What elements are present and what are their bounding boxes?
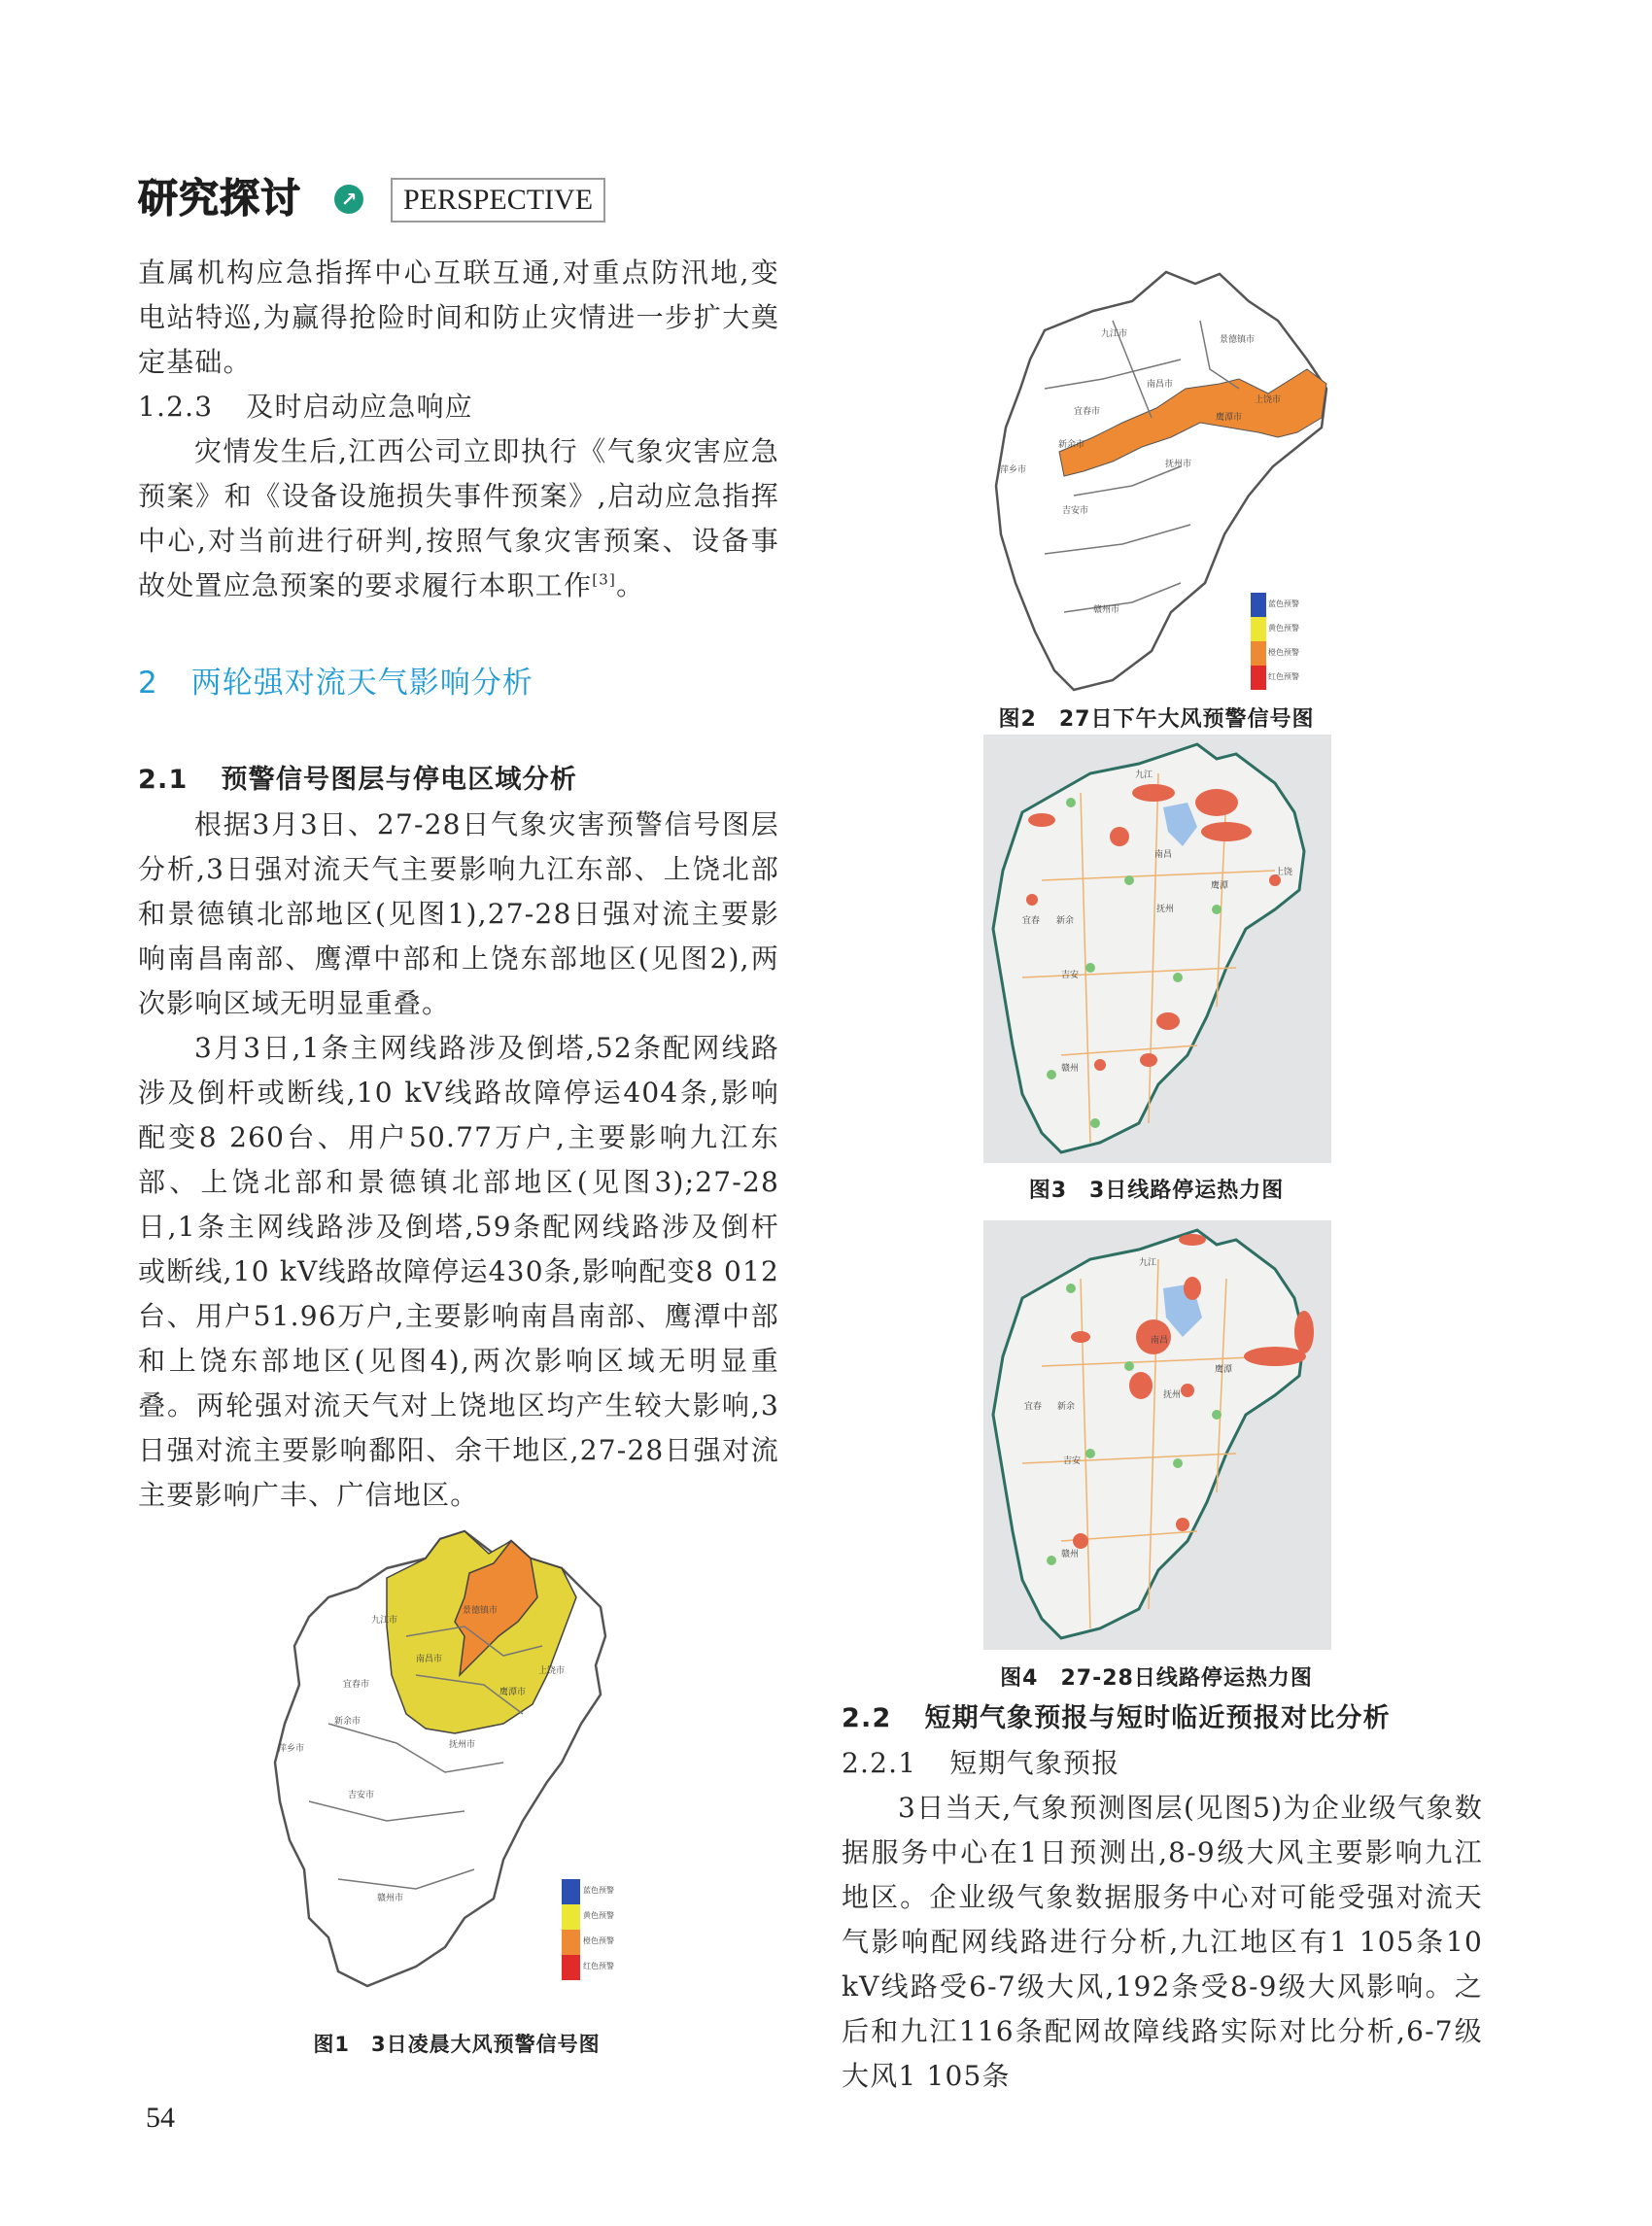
heat-spot-green: [1173, 1458, 1183, 1468]
heat-spot-green: [1085, 963, 1095, 973]
city-label: 萍乡市: [278, 1744, 305, 1754]
city-label: 景德镇市: [463, 1606, 499, 1616]
heat-spot-green: [1124, 1361, 1134, 1371]
right-column: [842, 1696, 1483, 2099]
figure-4-heatmap: [983, 1220, 1331, 1650]
heat-spot: [1140, 1053, 1157, 1067]
subheading-text: 及时启动应急响应: [246, 391, 473, 423]
heading-2-2: [842, 1696, 1483, 1741]
figure-1-map: [270, 1529, 645, 2009]
city-label: 鹰潭: [1215, 1365, 1233, 1375]
figure-2-caption: 图2 27日下午大风预警信号图: [998, 707, 1315, 732]
figure-4-svg: [983, 1220, 1331, 1650]
city-label: 抚州市: [1165, 460, 1192, 469]
heat-spot: [1094, 1059, 1106, 1071]
city-label: 九江市: [371, 1616, 398, 1626]
heat-spot: [1294, 1311, 1314, 1353]
city-label: 鹰潭: [1211, 881, 1229, 891]
city-label: 宜春市: [343, 1680, 370, 1690]
city-label: 抚州市: [449, 1740, 476, 1750]
legend-label-yellow: 黄色预警: [583, 1911, 614, 1920]
legend-swatch-orange: [1251, 641, 1266, 666]
city-label: 鹰潭市: [1216, 413, 1243, 423]
heat-spot: [1184, 1277, 1201, 1300]
heat-spot-green: [1066, 798, 1076, 807]
city-label: 九江: [1135, 771, 1153, 780]
heading-text: 短期气象预报与短时临近预报对比分析: [924, 1703, 1391, 1733]
city-label: 新余: [1056, 916, 1075, 926]
legend-label-red: 红色预警: [1268, 672, 1299, 681]
city-label: 吉安市: [1062, 506, 1089, 516]
legend-swatch-red: [1251, 666, 1266, 690]
figure-3-heatmap: [983, 735, 1331, 1163]
city-label: 赣州市: [377, 1894, 404, 1903]
city-label: 新余市: [334, 1717, 361, 1727]
city-label: 新余市: [1058, 440, 1085, 450]
heat-spot: [1195, 789, 1238, 816]
subheading-text: 短期气象预报: [949, 1747, 1120, 1779]
heat-spot: [1179, 1234, 1206, 1246]
city-label: 赣州市: [1093, 605, 1120, 615]
heat-spot: [1201, 822, 1252, 841]
heat-spot: [1071, 1331, 1090, 1343]
section-title: 研究探讨: [138, 175, 301, 222]
city-label: 南昌: [1154, 850, 1173, 860]
paragraph-1-2-3: [138, 429, 779, 608]
city-label: 吉安: [1061, 971, 1080, 980]
paragraph-continued: 直属机构应急指挥中心互联互通,对重点防汛地,变电站特巡,为赢得抢险时间和防止灾情进一步扩大奠定基础。: [138, 257, 779, 378]
city-label: 景德镇市: [1220, 335, 1256, 345]
heat-spot-green: [1212, 905, 1222, 914]
left-column-section-2-1: [138, 758, 779, 1518]
heading-number: 2.2: [842, 1703, 892, 1733]
province-outline: [993, 744, 1304, 1152]
heat-spot: [1026, 894, 1038, 906]
city-label: 鹰潭市: [499, 1688, 527, 1697]
heat-spot-green: [1047, 1070, 1056, 1079]
legend-swatch-blue: [562, 1879, 580, 1904]
city-label: 南昌: [1151, 1336, 1169, 1346]
figure-3-caption: 图3 3日线路停运热力图: [1028, 1179, 1285, 1203]
perspective-badge: PERSPECTIVE: [391, 178, 605, 223]
heat-spot: [1132, 784, 1175, 802]
subheading-1-2-3: [138, 385, 779, 429]
heading-2: [138, 661, 533, 705]
heading-number: 2: [138, 666, 158, 701]
heat-spot: [1110, 827, 1129, 846]
legend: [1251, 593, 1266, 690]
heat-spot-green: [1212, 1410, 1222, 1420]
left-column: [138, 251, 779, 608]
heading-text: 两轮强对流天气影响分析: [190, 666, 533, 701]
heat-spot: [1156, 1012, 1180, 1030]
legend-swatch-blue: [1251, 593, 1266, 617]
heat-spot-green: [1047, 1556, 1056, 1565]
paragraph-end: 。: [616, 569, 645, 601]
heat-spot: [1129, 1372, 1153, 1399]
legend-label-orange: 橙色预警: [583, 1936, 614, 1945]
city-label: 宜春市: [1074, 407, 1101, 417]
city-label: 上饶: [1275, 868, 1293, 877]
figure-2-map: [986, 262, 1336, 695]
heat-spot-green: [1124, 875, 1134, 885]
city-label: 赣州: [1061, 1550, 1080, 1559]
legend-label-blue: 蓝色预警: [1268, 599, 1299, 608]
subheading-number: 1.2.3: [138, 391, 214, 423]
paragraph-2-1-a: 根据3月3日、27-28日气象灾害预警信号图层分析,3日强对流天气主要影响九江东部、上饶北部和景德镇北部地区(见图1),27-28日强对流主要影响南昌南部、鹰潭中部和上饶东部地区(见图2),两次影响区域无明显重叠。: [138, 808, 779, 1019]
city-label: 抚州: [1156, 905, 1175, 914]
paragraph-2-2-1: 3日当天,气象预测图层(见图5)为企业级气象数据服务中心在1日预测出,8-9级大风主要影响九江地区。企业级气象数据服务中心对可能受强对流天气影响配网线路进行分析,九江地区有1 105条10 kV线路受6-7级大风,192条受8-9级大风影响。之后和九江116条配网故障线路实际对比分析,6-7级大风1 105条: [842, 1792, 1483, 2092]
heat-spot-green: [1090, 1118, 1100, 1128]
city-label: 赣州: [1061, 1064, 1080, 1074]
subheading-2-2-1: [842, 1741, 1483, 1786]
figure-3-svg: [983, 735, 1331, 1163]
arrow-circle-icon: ↗: [334, 185, 363, 214]
city-label: 吉安: [1063, 1456, 1082, 1466]
legend-label-orange: 橙色预警: [1268, 648, 1299, 657]
city-label: 宜春: [1024, 1402, 1043, 1412]
legend-swatch-yellow: [562, 1904, 580, 1930]
page-number: 54: [146, 2102, 175, 2134]
city-label: 九江: [1139, 1258, 1157, 1268]
heading-text: 预警信号图层与停电区域分析: [221, 765, 578, 795]
heat-spot: [1181, 1384, 1194, 1397]
city-label: 南昌市: [1147, 380, 1174, 390]
legend-swatch-orange: [562, 1930, 580, 1955]
legend-label-blue: 蓝色预警: [583, 1886, 614, 1895]
heat-spot: [1244, 1347, 1306, 1366]
legend-swatch-red: [562, 1955, 580, 1980]
heading-number: 2.1: [138, 765, 189, 795]
legend-label-yellow: 黄色预警: [1268, 624, 1299, 633]
heat-spot-green: [1085, 1449, 1095, 1458]
subheading-number: 2.2.1: [842, 1747, 917, 1779]
legend-swatch-yellow: [1251, 617, 1266, 641]
paragraph-text: 灾情发生后,江西公司立即执行《气象灾害应急预案》和《设备设施损失事件预案》,启动应急指挥中心,对当前进行研判,按照气象灾害预案、设备事故处置应急预案的要求履行本职工作: [138, 435, 779, 601]
legend: [562, 1879, 580, 1980]
city-label: 九江市: [1101, 329, 1128, 339]
province-outline: [993, 1230, 1304, 1638]
legend-label-red: 红色预警: [583, 1962, 614, 1970]
heat-spot-green: [1173, 973, 1183, 982]
heat-spot-green: [1066, 1284, 1076, 1293]
city-label: 吉安市: [348, 1791, 375, 1800]
heat-spot: [1028, 813, 1055, 827]
city-label: 上饶市: [538, 1666, 566, 1676]
heading-2-1: [138, 758, 779, 803]
figure-4-caption: 图4 27-28日线路停运热力图: [1000, 1666, 1313, 1691]
heat-spot: [1176, 1518, 1189, 1531]
city-label: 萍乡市: [1000, 465, 1027, 475]
city-label: 抚州: [1163, 1390, 1182, 1400]
city-label: 上饶市: [1255, 395, 1282, 405]
paragraph-2-1-b: 3月3日,1条主网线路涉及倒塔,52条配网线路涉及倒杆或断线,10 kV线路故障停运404条,影响配变8 260台、用户50.77万户,主要影响九江东部、上饶北部和景德镇北部地区(见图3);27-28日,1条主网线路涉及倒塔,59条配网线路涉及倒杆或断线,10 kV线路故障停运430条,影响配变8 012台、用户51.96万户,主要影响南昌南部、鹰潭中部和上饶东部地区(见图4),两次影响区域无明显重叠。两轮强对流天气对上饶地区均产生较大影响,3日强对流主要影响鄱阳、余干地区,27-28日强对流主要影响广丰、广信地区。: [138, 1032, 779, 1511]
city-label: 南昌市: [416, 1655, 443, 1664]
figure-1-caption: 图1 3日凌晨大风预警信号图: [313, 2033, 601, 2056]
citation-ref: [3]: [592, 570, 617, 589]
city-label: 宜春: [1022, 916, 1041, 926]
city-label: 新余: [1057, 1402, 1076, 1412]
